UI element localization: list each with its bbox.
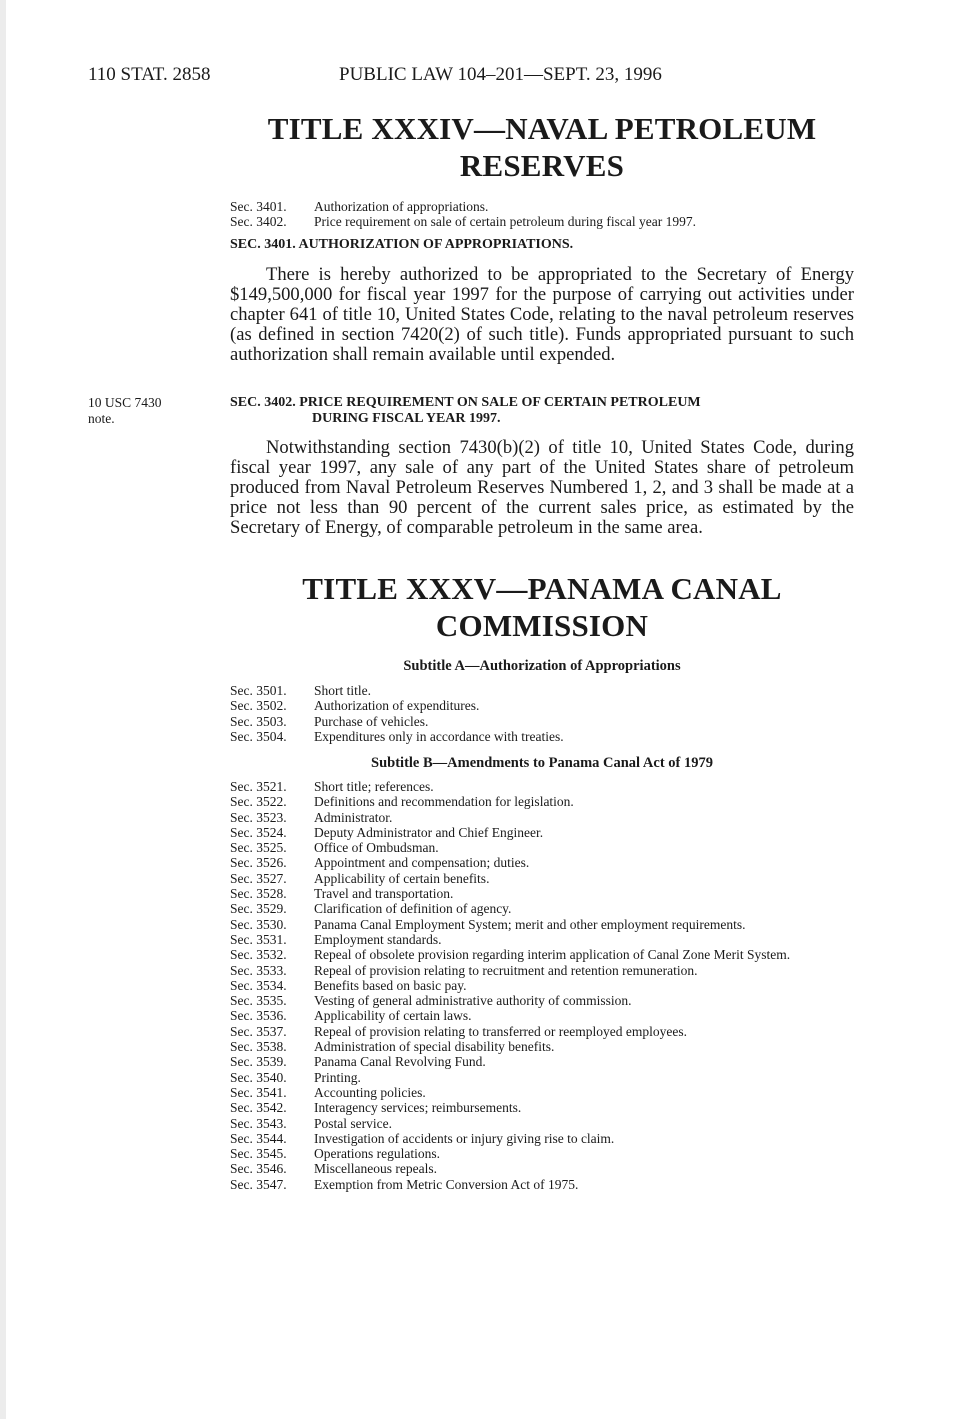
- subtitle-b-toc: [230, 779, 854, 1192]
- toc-section-number: Sec. 3402.: [230, 214, 287, 230]
- title-xxxiv-line2: RESERVES: [459, 148, 625, 183]
- toc-section-number: Sec. 3523.: [230, 809, 287, 825]
- toc-row: [230, 993, 854, 1008]
- public-law-reference: PUBLIC LAW 104–201—SEPT. 23, 1996: [339, 64, 662, 85]
- toc-row: [230, 978, 854, 993]
- title-xxxiv-heading: [230, 110, 854, 184]
- toc-row: [230, 901, 854, 916]
- toc-row: [230, 840, 854, 855]
- toc-section-number: Sec. 3401.: [230, 199, 287, 214]
- toc-row: [230, 917, 854, 932]
- toc-section-number: Sec. 3544.: [230, 1130, 287, 1146]
- toc-section-title: Price requirement on sale of certain petroleum during fiscal year 1997.: [314, 214, 696, 230]
- section-3402-heading-line1: SEC. 3402. PRICE REQUIREMENT ON SALE OF CERTAIN PETROLEUM: [230, 395, 701, 410]
- toc-row: [230, 871, 854, 886]
- toc-row: [230, 698, 854, 713]
- toc-row: [230, 1146, 854, 1161]
- toc-section-title: Short title; references.: [314, 779, 434, 794]
- toc-section-title: Exemption from Metric Conversion Act of 1975.: [314, 1176, 579, 1192]
- toc-row: [230, 214, 854, 229]
- statute-page-number: 110 STAT. 2858: [88, 64, 211, 85]
- toc-section-number: Sec. 3547.: [230, 1176, 287, 1192]
- toc-row: [230, 810, 854, 825]
- toc-section-number: Sec. 3532.: [230, 947, 287, 963]
- toc-section-number: Sec. 3529.: [230, 901, 287, 917]
- toc-row: [230, 1177, 854, 1192]
- section-3402-paragraph: Notwithstanding section 7430(b)(2) of title 10, United States Code, during fiscal year 1997, any sale of any part of the United States share of petroleum produced from Naval Petroleum Reserves Numbered 1, 2, and 3 shall be made at a price not less than 90 percent of the current sales price, as estimated by the Secretary of Energy, of comparable petroleum in the same area.: [230, 437, 854, 539]
- toc-row: [230, 1131, 854, 1146]
- toc-section-number: Sec. 3530.: [230, 916, 287, 932]
- toc-section-title: Operations regulations.: [314, 1146, 440, 1162]
- toc-section-number: Sec. 3543.: [230, 1115, 287, 1131]
- toc-section-title: Definitions and recommendation for legislation.: [314, 794, 574, 810]
- toc-section-title: Appointment and compensation; duties.: [314, 855, 530, 871]
- toc-section-title: Vesting of general administrative authority of commission.: [314, 993, 632, 1009]
- toc-section-title: Repeal of provision relating to transferred or reemployed employees.: [314, 1023, 687, 1039]
- toc-section-title: Repeal of provision relating to recruitment and retention remuneration.: [314, 962, 698, 978]
- toc-section-number: Sec. 3521.: [230, 779, 287, 794]
- toc-section-title: Administration of special disability benefits.: [314, 1039, 555, 1055]
- title-xxxiv-line1: TITLE XXXIV—NAVAL PETROLEUM: [267, 111, 817, 146]
- toc-section-number: Sec. 3536.: [230, 1008, 287, 1024]
- toc-section-number: Sec. 3531.: [230, 931, 287, 947]
- toc-section-title: Office of Ombudsman.: [314, 840, 439, 856]
- toc-section-title: Expenditures only in accordance with treaties.: [314, 728, 564, 744]
- toc-section-number: Sec. 3502.: [230, 698, 287, 714]
- toc-row: [230, 714, 854, 729]
- toc-row: [230, 1024, 854, 1039]
- toc-section-number: Sec. 3527.: [230, 870, 287, 886]
- toc-section-title: Benefits based on basic pay.: [314, 977, 467, 993]
- toc-row: [230, 825, 854, 840]
- toc-section-title: Travel and transportation.: [314, 886, 454, 902]
- toc-section-number: Sec. 3526.: [230, 855, 287, 871]
- toc-row: [230, 855, 854, 870]
- toc-section-title: Deputy Administrator and Chief Engineer.: [314, 824, 544, 840]
- toc-row: [230, 1070, 854, 1085]
- toc-section-number: Sec. 3535.: [230, 993, 287, 1009]
- toc-section-number: Sec. 3542.: [230, 1100, 287, 1116]
- section-3402-body: [230, 438, 854, 538]
- toc-section-number: Sec. 3540.: [230, 1069, 287, 1085]
- section-3401-heading: SEC. 3401. AUTHORIZATION OF APPROPRIATIONS.: [230, 237, 574, 252]
- toc-section-number: Sec. 3525.: [230, 840, 287, 856]
- page-edge-shadow: [0, 0, 6, 1419]
- toc-section-number: Sec. 3503.: [230, 713, 287, 729]
- toc-row: [230, 947, 854, 962]
- toc-section-title: Miscellaneous repeals.: [314, 1161, 437, 1177]
- toc-section-title: Investigation of accidents or injury giving rise to claim.: [314, 1130, 615, 1146]
- section-3401-body: [230, 265, 854, 365]
- toc-row: [230, 1008, 854, 1023]
- toc-section-title: Employment standards.: [314, 931, 442, 947]
- title-xxxv-heading: [230, 570, 854, 644]
- title-xxxiv-toc: [230, 199, 854, 230]
- toc-section-number: Sec. 3533.: [230, 962, 287, 978]
- toc-row: [230, 932, 854, 947]
- margin-note-label: note.: [88, 411, 115, 426]
- toc-section-number: Sec. 3524.: [230, 824, 287, 840]
- subtitle-a-toc: [230, 683, 854, 744]
- toc-section-number: Sec. 3522.: [230, 794, 287, 810]
- toc-section-number: Sec. 3528.: [230, 886, 287, 902]
- toc-section-number: Sec. 3541.: [230, 1084, 287, 1100]
- toc-section-title: Panama Canal Employment System; merit and other employment requirements.: [314, 916, 746, 932]
- toc-section-number: Sec. 3504.: [230, 728, 287, 744]
- toc-section-title: Short title.: [314, 683, 371, 698]
- toc-section-number: Sec. 3501.: [230, 683, 287, 698]
- toc-section-title: Interagency services; reimbursements.: [314, 1100, 522, 1116]
- section-3401-paragraph: There is hereby authorized to be appropriated to the Secretary of Energy $149,500,000 for fiscal year 1997 for the purpose of carrying out activities under chapter 641 of title 10, United States Code, relating to the naval petroleum reserves (as defined in section 7420(2) of such title). Funds appropriated pursuant to such authorization shall remain available until expended.: [230, 264, 854, 366]
- toc-section-number: Sec. 3538.: [230, 1039, 287, 1055]
- subtitle-a-heading: Subtitle A—Authorization of Appropriations: [403, 658, 681, 674]
- toc-section-title: Clarification of definition of agency.: [314, 901, 512, 917]
- toc-section-title: Administrator.: [314, 809, 393, 825]
- toc-section-title: Applicability of certain laws.: [314, 1008, 472, 1024]
- toc-row: [230, 1054, 854, 1069]
- title-xxxv-line1: TITLE XXXV—PANAMA CANAL: [302, 571, 782, 606]
- toc-section-title: Panama Canal Revolving Fund.: [314, 1054, 486, 1070]
- subtitle-b-heading: Subtitle B—Amendments to Panama Canal Act of 1979: [371, 755, 713, 771]
- toc-section-title: Printing.: [314, 1069, 361, 1085]
- toc-row: [230, 683, 854, 698]
- toc-section-title: Accounting policies.: [314, 1084, 426, 1100]
- section-3402-heading: [230, 395, 854, 427]
- toc-row: [230, 729, 854, 744]
- title-xxxv-line2: COMMISSION: [435, 608, 649, 643]
- toc-section-title: Postal service.: [314, 1115, 392, 1131]
- section-3402-heading-line2: DURING FISCAL YEAR 1997.: [312, 411, 501, 426]
- toc-row: [230, 1161, 854, 1176]
- toc-section-title: Repeal of obsolete provision regarding interim application of Canal Zone Merit System.: [314, 947, 791, 963]
- toc-section-number: Sec. 3545.: [230, 1146, 287, 1162]
- toc-section-title: Purchase of vehicles.: [314, 713, 429, 729]
- toc-row: [230, 199, 854, 214]
- toc-row: [230, 1085, 854, 1100]
- toc-section-number: Sec. 3546.: [230, 1161, 287, 1177]
- toc-row: [230, 886, 854, 901]
- toc-section-title: Authorization of expenditures.: [314, 698, 480, 714]
- toc-row: [230, 1100, 854, 1115]
- toc-row: [230, 794, 854, 809]
- margin-note: [88, 395, 208, 427]
- toc-section-number: Sec. 3537.: [230, 1023, 287, 1039]
- toc-row: [230, 963, 854, 978]
- toc-section-title: Authorization of appropriations.: [314, 199, 489, 214]
- toc-section-number: Sec. 3534.: [230, 977, 287, 993]
- page-header: [88, 64, 788, 88]
- toc-section-title: Applicability of certain benefits.: [314, 870, 490, 886]
- margin-note-citation: 10 USC 7430: [88, 395, 162, 410]
- toc-row: [230, 1116, 854, 1131]
- toc-section-number: Sec. 3539.: [230, 1054, 287, 1070]
- toc-row: [230, 779, 854, 794]
- toc-row: [230, 1039, 854, 1054]
